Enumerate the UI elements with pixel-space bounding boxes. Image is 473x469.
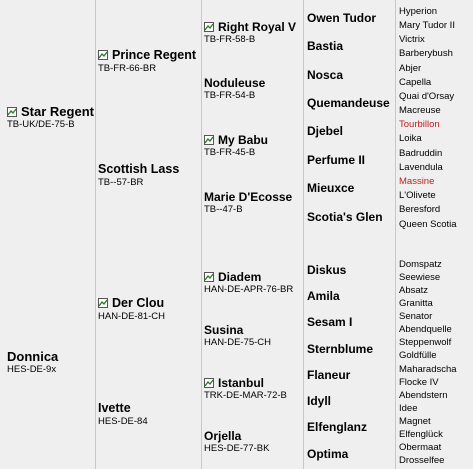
horse-g4[interactable]: Diskus xyxy=(307,263,347,277)
horse-g5[interactable]: Loika xyxy=(399,133,422,144)
column-divider xyxy=(201,0,202,469)
horse-code: TB-FR-66-BR xyxy=(98,62,157,74)
horse-name: Scottish Lass xyxy=(98,162,180,176)
column-divider xyxy=(95,0,96,469)
horse-code: HES-DE-84 xyxy=(98,415,148,427)
horse-g5[interactable]: Quai d'Orsay xyxy=(399,91,455,102)
horse-code: TB-FR-45-B xyxy=(204,147,256,159)
horse-code: TB--47-B xyxy=(204,204,243,216)
horse-g5[interactable]: Abendquelle xyxy=(399,324,452,335)
horse-dss[interactable] xyxy=(204,271,293,296)
horse-name: Istanbul xyxy=(218,376,265,390)
horse-code: TB-UK/DE-75-B xyxy=(7,119,75,131)
horse-g5[interactable]: Elfenglück xyxy=(399,429,443,440)
horse-dsd[interactable] xyxy=(204,324,271,349)
horse-g5-highlighted[interactable]: Tourbillon xyxy=(399,119,440,130)
horse-g4[interactable]: Owen Tudor xyxy=(307,11,377,25)
horse-g4[interactable]: Idyll xyxy=(307,394,332,408)
chart-icon[interactable] xyxy=(204,135,214,145)
horse-name: Donnica xyxy=(7,349,59,364)
chart-icon[interactable] xyxy=(204,22,214,32)
horse-g5[interactable]: L'Olivete xyxy=(399,190,436,201)
horse-code: TB-FR-58-B xyxy=(204,34,256,46)
horse-ddd[interactable] xyxy=(204,430,269,455)
horse-dam[interactable] xyxy=(98,402,148,427)
column-divider xyxy=(303,0,304,469)
horse-g5[interactable]: Obermaat xyxy=(399,442,442,453)
horse-g4[interactable]: Amila xyxy=(307,289,340,303)
column-divider xyxy=(395,0,396,469)
horse-name: Marie D'Ecosse xyxy=(204,190,293,204)
horse-g5[interactable]: Capella xyxy=(399,77,432,88)
horse-g5[interactable]: Hyperion xyxy=(399,6,438,17)
horse-g5-highlighted[interactable]: Massine xyxy=(399,176,435,187)
horse-name: Ivette xyxy=(98,401,131,415)
horse-ds[interactable] xyxy=(98,297,165,322)
horse-g4[interactable]: Nosca xyxy=(307,68,344,82)
horse-g5[interactable]: Goldfülle xyxy=(399,350,437,361)
horse-name: Star Regent xyxy=(21,104,94,119)
horse-g4[interactable]: Bastia xyxy=(307,39,344,53)
horse-code: TRK-DE-MAR-72-B xyxy=(204,390,287,402)
chart-icon[interactable] xyxy=(98,298,108,308)
horse-sss[interactable] xyxy=(204,21,296,46)
horse-g5[interactable]: Domspatz xyxy=(399,259,442,270)
horse-g5[interactable]: Abjer xyxy=(399,63,422,74)
horse-g4[interactable]: Optima xyxy=(307,447,349,461)
horse-code: HAN-DE-75-CH xyxy=(204,337,272,349)
horse-g5[interactable]: Abendstern xyxy=(399,390,448,401)
horse-g5[interactable]: Beresford xyxy=(399,204,441,215)
horse-name: Right Royal V xyxy=(218,20,297,34)
horse-ss[interactable] xyxy=(98,49,196,74)
horse-name: Diadem xyxy=(218,270,262,284)
horse-g4[interactable]: Perfume II xyxy=(307,153,366,167)
horse-g4[interactable]: Sternblume xyxy=(307,342,374,356)
chart-icon[interactable] xyxy=(98,50,108,60)
horse-sds[interactable] xyxy=(204,134,268,159)
horse-g5[interactable]: Badruddin xyxy=(399,148,443,159)
horse-g4[interactable]: Scotia's Glen xyxy=(307,210,383,224)
chart-icon[interactable] xyxy=(7,107,17,117)
horse-code: HES-DE-77-BK xyxy=(204,443,270,455)
chart-icon[interactable] xyxy=(204,272,214,282)
horse-g5[interactable]: Drosselfee xyxy=(399,455,445,466)
horse-g5[interactable]: Queen Scotia xyxy=(399,219,457,230)
horse-name: Prince Regent xyxy=(112,48,197,62)
horse-name: Der Clou xyxy=(112,296,165,310)
horse-g5[interactable]: Senator xyxy=(399,311,433,322)
horse-g5[interactable]: Absatz xyxy=(399,285,429,296)
horse-sdd[interactable] xyxy=(204,191,292,216)
horse-g4[interactable]: Mieuxce xyxy=(307,181,355,195)
horse-g4[interactable]: Elfenglanz xyxy=(307,420,368,434)
horse-g5[interactable]: Macreuse xyxy=(399,105,441,116)
chart-icon[interactable] xyxy=(204,378,214,388)
horse-g5[interactable]: Magnet xyxy=(399,416,431,427)
horse-g4[interactable]: Sesam I xyxy=(307,315,353,329)
horse-code: HAN-DE-APR-76-BR xyxy=(204,284,294,296)
horse-g5[interactable]: Mary Tudor II xyxy=(399,20,455,31)
horse-name: Susina xyxy=(204,323,244,337)
horse-g5[interactable]: Granitta xyxy=(399,298,433,309)
horse-g4[interactable]: Djebel xyxy=(307,124,344,138)
horse-code: TB--57-BR xyxy=(98,176,144,188)
horse-code: HES-DE-9x xyxy=(7,364,57,376)
horse-dds[interactable] xyxy=(204,377,287,402)
horse-code: TB-FR-54-B xyxy=(204,90,256,102)
horse-g4[interactable]: Quemandeuse xyxy=(307,96,390,110)
horse-g5[interactable]: Idee xyxy=(399,403,418,414)
horse-g5[interactable]: Victrix xyxy=(399,34,425,45)
horse-g5[interactable]: Barberybush xyxy=(399,48,453,59)
horse-sd[interactable] xyxy=(98,163,179,188)
horse-g5[interactable]: Seewiese xyxy=(399,272,441,283)
horse-g5[interactable]: Steppenwolf xyxy=(399,337,452,348)
horse-code: HAN-DE-81-CH xyxy=(98,310,166,322)
horse-sire[interactable] xyxy=(7,105,94,131)
horse-g5[interactable]: Maharadscha xyxy=(399,364,457,375)
horse-ssd[interactable] xyxy=(204,77,265,102)
horse-g5[interactable]: Lavendula xyxy=(399,162,443,173)
horse-root[interactable] xyxy=(7,350,58,376)
horse-g4[interactable]: Flaneur xyxy=(307,368,351,382)
horse-name: My Babu xyxy=(218,133,269,147)
horse-name: Noduleuse xyxy=(204,76,266,90)
horse-name: Orjella xyxy=(204,429,242,443)
horse-g5[interactable]: Flocke IV xyxy=(399,377,439,388)
